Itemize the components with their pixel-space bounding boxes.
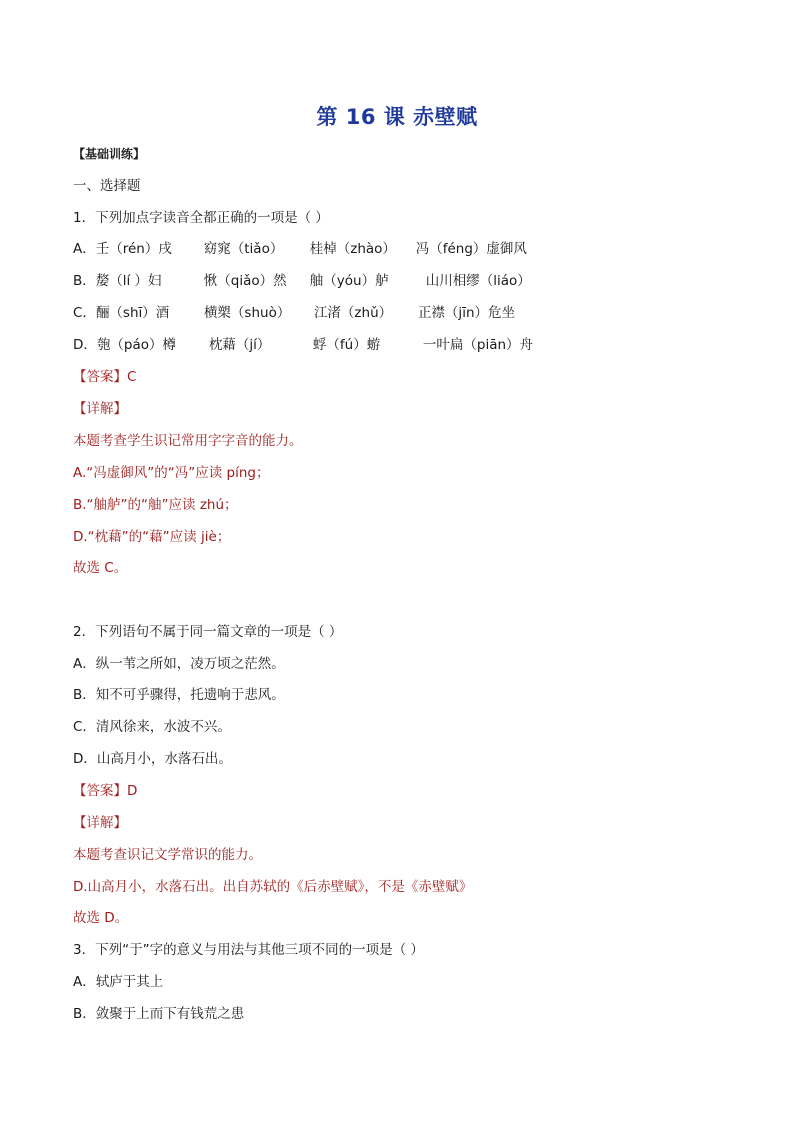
q3-option-a: A．轼庐于其上: [73, 974, 164, 990]
option-letter: D．: [73, 337, 97, 353]
q1-detail-label: 【详解】: [73, 401, 127, 417]
option-letter: B．: [73, 273, 96, 289]
q1-note-a: A.“冯虚御风”的“冯”应读 píng；: [73, 465, 270, 481]
option-item: 愀（qiǎo）然: [203, 273, 287, 289]
option-item: 正襟（jīn）危坐: [417, 305, 515, 321]
q2-option-b: B．知不可乎骤得，托遗响于悲风。: [73, 687, 285, 703]
q1-option-c: [73, 303, 515, 323]
option-item: 桂棹（zhào）: [309, 241, 396, 257]
option-item: 冯（féng）虚御风: [415, 241, 527, 257]
q1-option-a: [73, 239, 527, 259]
q2-note: D.山高月小，水落石出。出自苏轼的《后赤壁赋》，不是《赤壁赋》: [73, 879, 473, 895]
q1-option-b: [73, 271, 531, 291]
option-item: 酾（shī）酒: [95, 305, 170, 321]
option-item: 蜉（fú）蝣: [312, 337, 381, 353]
q2-option-c: C．清风徐来，水波不兴。: [73, 719, 231, 735]
option-item: 江渚（zhǔ）: [313, 305, 393, 321]
q1-note-b: B.“舳舻”的“舳”应读 zhú；: [73, 497, 238, 513]
q2-answer: 【答案】D: [73, 783, 138, 799]
q1-stem: 1．下列加点字读音全都正确的一项是（ ）: [73, 210, 329, 226]
q2-detail-label: 【详解】: [73, 815, 127, 831]
option-item: 窈窕（tiǎo）: [203, 241, 284, 257]
q3-stem: 3．下列“于”字的意义与用法与其他三项不同的一项是（ ）: [73, 942, 424, 958]
q2-choice: 故选 D。: [73, 910, 129, 926]
q2-option-a: A．纵一苇之所如，凌万顷之茫然。: [73, 656, 285, 672]
page-title: 第 16 课 赤壁赋: [316, 105, 478, 129]
q1-explanation: 本题考查学生识记常用字字音的能力。: [73, 433, 303, 449]
part-heading: 一、选择题: [73, 178, 141, 194]
q2-stem: 2．下列语句不属于同一篇文章的一项是（ ）: [73, 624, 343, 640]
option-letter: A．: [73, 241, 96, 257]
q1-option-d: [73, 335, 533, 355]
q3-option-b: B．敛聚于上而下有钱荒之患: [73, 1006, 245, 1022]
option-letter: C．: [73, 305, 96, 321]
option-item: 枕藉（jí）: [208, 337, 271, 353]
option-item: 嫠（lí ）妇: [95, 273, 162, 289]
q2-option-d: D．山高月小，水落石出。: [73, 751, 232, 767]
option-item: 壬（rén）戌: [95, 241, 172, 257]
q1-choice: 故选 C。: [73, 560, 128, 576]
q2-explanation: 本题考查识记文学常识的能力。: [73, 847, 262, 863]
q1-answer: 【答案】C: [73, 369, 137, 385]
option-item: 山川相缪（liáo）: [425, 273, 531, 289]
option-item: 一叶扁（piān）舟: [422, 337, 534, 353]
option-item: 匏（páo）樽: [96, 337, 177, 353]
option-item: 横槊（shuò）: [203, 305, 291, 321]
option-item: 舳（yóu）舻: [309, 273, 389, 289]
q1-note-d: D.“枕藉”的“藉”应读 jiè；: [73, 529, 231, 545]
section-heading: 【基础训练】: [73, 147, 146, 161]
